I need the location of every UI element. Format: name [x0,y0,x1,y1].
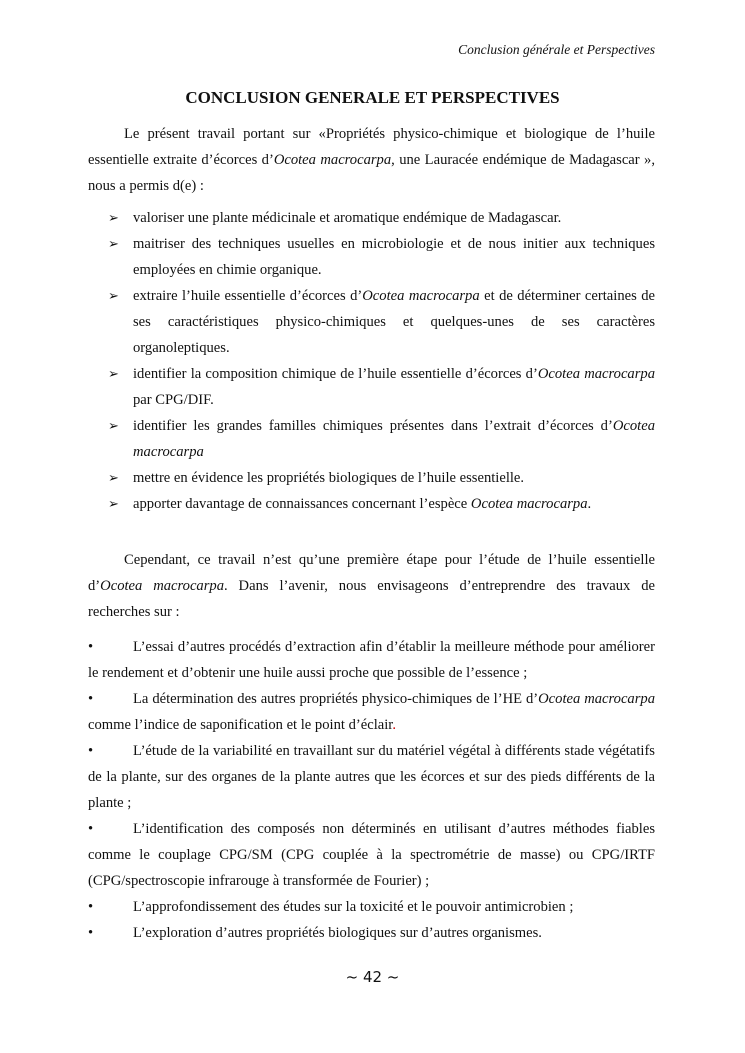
text-segment: valoriser une plante médicinale et aromatique endémique de Madagascar. [133,210,562,226]
intro-text [88,121,655,199]
list-item [88,231,655,283]
text-segment: . Dans l’avenir, nous envisageons d’entreprendre des travaux de recherches sur : [88,578,656,620]
arrow-bullet-icon: ➢ [108,470,119,485]
text-segment: Le présent travail portant sur «Propriétés physico-chimique et biologique de l’huile essentielle extraite d’écorces d’ [88,126,655,168]
text-segment: identifier la composition chimique de l’huile essentielle d’écorces d’ [133,366,538,382]
text-segment: L’approfondissement des études sur la toxicité et le pouvoir antimicrobien ; [133,899,574,915]
text-segment: apporter davantage de connaissances concernant l’espèce [133,496,471,512]
list-item [88,205,655,231]
list-item [88,361,655,413]
species-name: Ocotea macrocarpa [100,578,225,594]
arrow-bullet-icon: ➢ [108,236,119,251]
list-item [88,465,655,491]
text-segment: et de déterminer certaines de ses caractéristiques physico-chimiques et quelques-unes de ses caractères organoleptiques. [133,288,656,356]
list-item [88,283,655,361]
text-segment: L’essai d’autres procédés d’extraction afin d’établir la meilleure méthode pour améliorer le rendement et d’obtenir une huile aussi proche que possible de l’essence ; [88,639,655,681]
list-item [88,413,655,465]
list-item [88,686,655,738]
list-item [88,738,655,816]
perspectives-list [88,634,655,946]
page-title: CONCLUSION GENERALE ET PERSPECTIVES [185,88,560,107]
bullet-icon: • [88,691,94,707]
text-segment: par CPG/DIF. [133,392,214,408]
list-item [88,491,655,517]
page-number: ~ 42 ~ [345,968,400,986]
bullet-icon: • [88,899,94,915]
bullet-icon: • [88,821,94,837]
objectives-list [88,205,655,517]
text-segment: . [392,717,396,733]
transition-paragraph [88,547,655,625]
text-segment: , une Lauracée endémique de Madagascar », nous a permis d(e) : [88,152,655,194]
text-segment: mettre en évidence les propriétés biologiques de l’huile essentielle. [133,470,525,486]
running-header: Conclusion générale et Perspectives [458,42,655,57]
arrow-bullet-icon: ➢ [108,288,119,303]
intro-paragraph [88,121,655,199]
species-name: Ocotea macrocarpa [133,418,655,460]
species-name: Ocotea macrocarpa [538,691,655,707]
bullet-icon: • [88,639,94,655]
text-segment: comme l’indice de saponification et le point d’éclair [88,717,393,733]
text-segment: La détermination des autres propriétés physico-chimiques de l’HE d’ [133,691,539,707]
text-segment: L’étude de la variabilité en travaillant sur du matériel végétal à différents stade végétatifs de la plante, sur des organes de la plante autres que les écorces et sur des pieds différents de la plante ; [88,743,655,811]
text-segment: maitriser des techniques usuelles en microbiologie et de nous initier aux techniques employées en chimie organique. [133,236,655,278]
bullet-icon: • [88,743,94,759]
species-name: Ocotea macrocarpa [470,496,588,512]
list-item [88,634,655,686]
species-name: Ocotea macrocarpa [273,152,392,168]
arrow-bullet-icon: ➢ [108,418,119,433]
list-item [88,920,655,946]
text-segment: extraire l’huile essentielle d’écorces d’ [133,288,363,304]
text-segment: identifier les grandes familles chimiques présentes dans l’extrait d’écorces d’ [133,418,613,434]
bullet-icon: • [88,925,94,941]
species-name: Ocotea macrocarpa [537,366,655,382]
text-segment: L’exploration d’autres propriétés biologiques sur d’autres organismes. [133,925,542,941]
arrow-bullet-icon: ➢ [108,496,119,511]
arrow-bullet-icon: ➢ [108,210,119,225]
arrow-bullet-icon: ➢ [108,366,119,381]
species-name: Ocotea macrocarpa [362,288,480,304]
list-item [88,816,655,894]
transition-text [88,547,655,625]
text-segment: L’identification des composés non déterminés en utilisant d’autres méthodes fiables comme le couplage CPG/SM (CPG couplée à la spectrométrie de masse) ou CPG/IRTF (CPG/spectroscopie infrarouge à transformée de Fourier) ; [88,821,655,889]
text-segment: Cependant, ce travail n’est qu’une première étape pour l’étude de l’huile essentielle d’ [88,552,655,594]
text-segment: . [587,496,592,512]
list-item [88,894,655,920]
